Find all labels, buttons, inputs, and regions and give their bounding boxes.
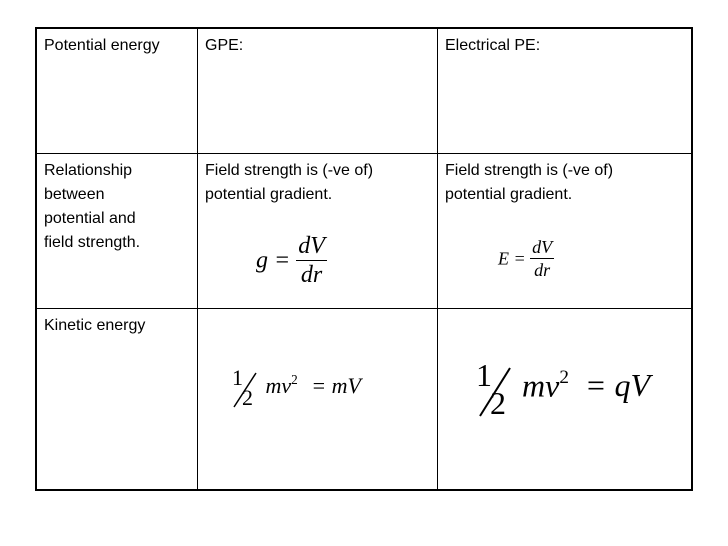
mv-term: mv xyxy=(522,367,560,404)
g-gradient-equation xyxy=(256,232,327,289)
fraction-denominator: dr xyxy=(530,258,554,281)
cell-gpe-header xyxy=(198,29,438,154)
half-denominator: 2 xyxy=(242,385,253,411)
e-gradient-equation xyxy=(498,236,554,281)
equation-lhs: g = xyxy=(256,247,291,274)
half-numerator: 1 xyxy=(476,357,492,394)
mv-term: mv xyxy=(265,373,292,399)
exponent: 2 xyxy=(559,367,569,388)
row-label-text: Potential energy xyxy=(44,37,160,54)
electrical-relationship-text: Field strength is (-ve of) potential gradient. xyxy=(445,162,614,203)
ke-electrical-equation xyxy=(474,357,651,422)
exponent: 2 xyxy=(291,372,298,387)
fraction-denominator: dr xyxy=(296,260,327,289)
fraction-numerator: dV xyxy=(298,233,325,259)
electrical-header-text: Electrical PE: xyxy=(445,37,541,54)
comparison-table xyxy=(35,27,693,491)
equation-rhs: = mV xyxy=(311,373,361,399)
one-half-fraction xyxy=(474,357,514,422)
fraction-numerator: dV xyxy=(532,237,553,257)
cell-electrical-kinetic xyxy=(438,309,691,489)
half-numerator: 1 xyxy=(232,365,243,391)
half-denominator: 2 xyxy=(490,385,506,422)
cell-gpe-kinetic xyxy=(198,309,438,489)
one-half-fraction xyxy=(230,367,260,411)
row-label-relationship xyxy=(37,154,198,309)
derivative-fraction xyxy=(296,232,327,289)
derivative-fraction xyxy=(530,236,554,281)
row-label-kinetic-energy xyxy=(37,309,198,489)
row-label-text: Relationship between potential and field strength. xyxy=(44,162,141,251)
cell-gpe-relationship xyxy=(198,154,438,309)
row-label-text: Kinetic energy xyxy=(44,317,146,334)
gpe-relationship-text: Field strength is (-ve of) potential gradient. xyxy=(205,162,374,203)
cell-electrical-relationship xyxy=(438,154,691,309)
equation-rhs: = qV xyxy=(584,367,651,404)
cell-electrical-header xyxy=(438,29,691,154)
ke-gpe-equation xyxy=(230,367,361,411)
row-label-potential-energy xyxy=(37,29,198,154)
gpe-header-text: GPE: xyxy=(205,37,244,54)
equation-lhs: E = xyxy=(498,248,526,269)
